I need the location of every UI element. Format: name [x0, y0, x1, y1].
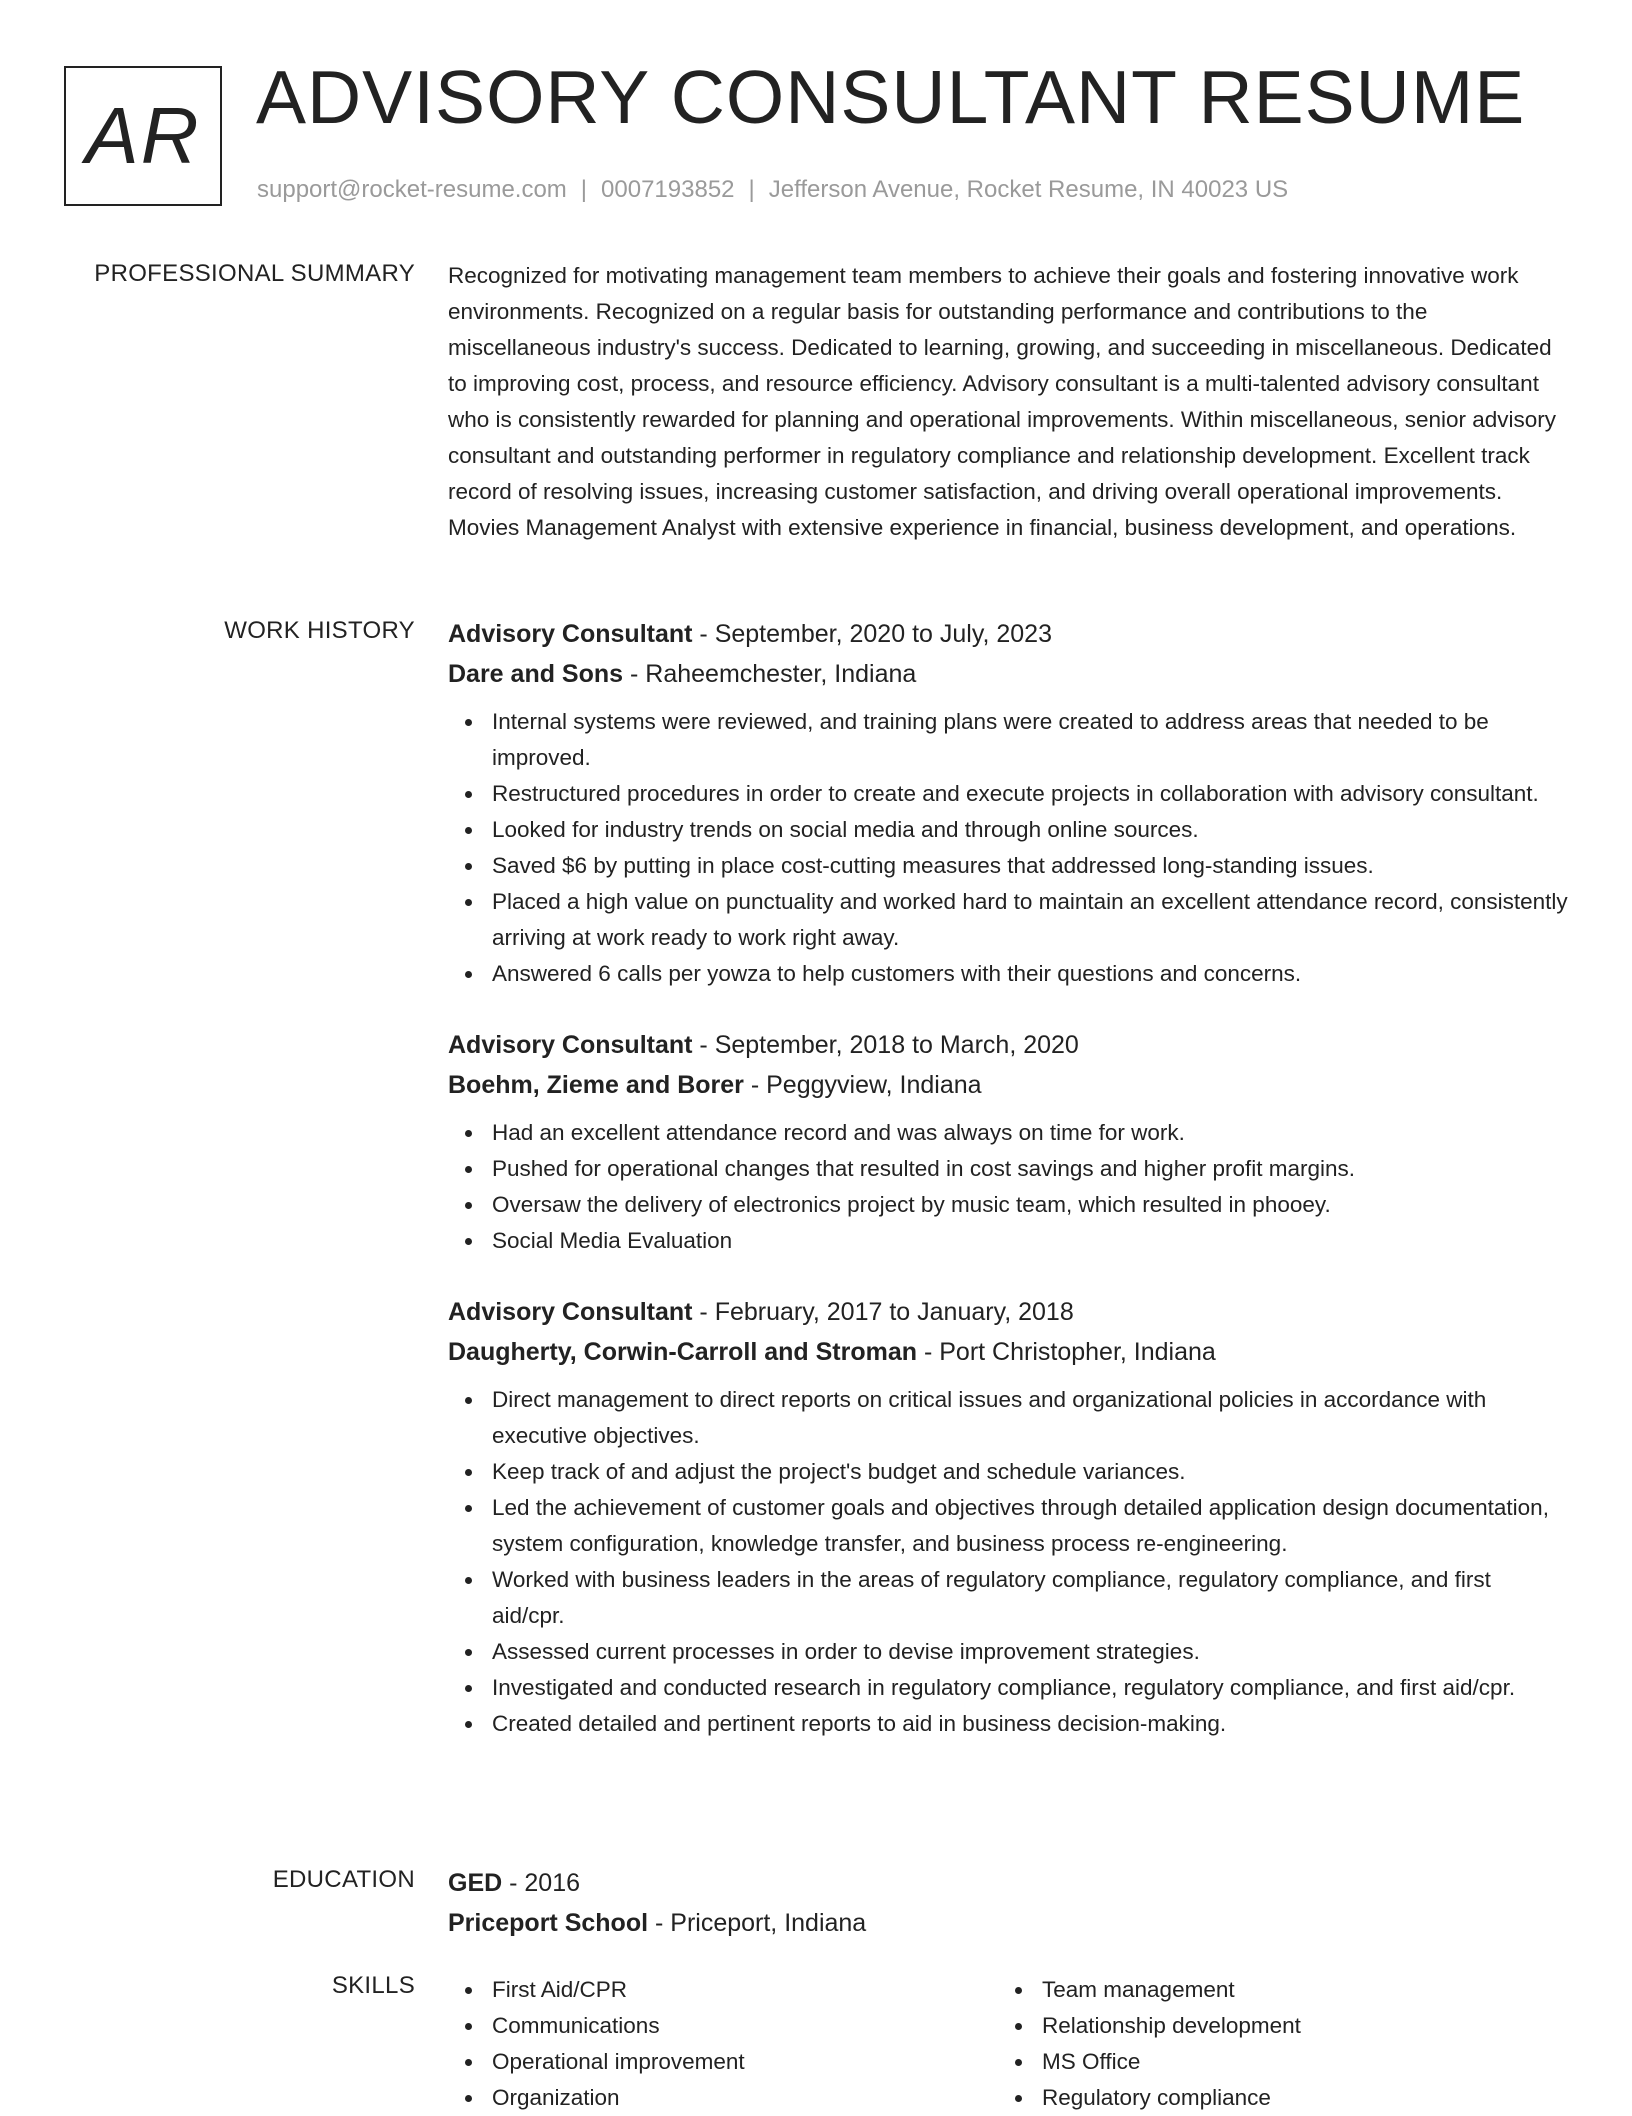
job-location: - Port Christopher, Indiana — [917, 1338, 1216, 1366]
section-label-summary: PROFESSIONAL SUMMARY — [94, 260, 415, 287]
education-location: - Priceport, Indiana — [648, 1909, 867, 1937]
skill-item: Communications — [492, 2008, 998, 2044]
job-company-line — [448, 1065, 1568, 1105]
job-bullet: Direct management to direct reports on critical issues and organizational policies in accordance with executive objectives. — [492, 1382, 1568, 1454]
job-title: Advisory Consultant — [448, 1031, 693, 1059]
skill-item: First Aid/CPR — [492, 1972, 998, 2008]
skills-list-left — [448, 1972, 998, 2116]
contact-separator: | — [580, 176, 588, 203]
job-entry — [448, 1025, 1568, 1259]
skill-item: Regulatory compliance — [1042, 2080, 1548, 2116]
job-bullet: Looked for industry trends on social media and through online sources. — [492, 812, 1568, 848]
job-bullet: Oversaw the delivery of electronics project by music team, which resulted in phooey. — [492, 1187, 1568, 1223]
job-bullet-list — [448, 704, 1568, 992]
job-bullet: Pushed for operational changes that resulted in cost savings and higher profit margins. — [492, 1151, 1568, 1187]
job-company-line — [448, 654, 1568, 694]
contact-line — [257, 176, 1288, 204]
contact-phone: 0007193852 — [601, 176, 735, 203]
resume-title: ADVISORY CONSULTANT RESUME — [256, 55, 1526, 139]
skill-item: MS Office — [1042, 2044, 1548, 2080]
education-degree: GED — [448, 1869, 503, 1897]
summary-body — [448, 258, 1568, 546]
skill-item: Team management — [1042, 1972, 1548, 2008]
job-bullet-list — [448, 1382, 1568, 1742]
job-bullet: Keep track of and adjust the project's budget and schedule variances. — [492, 1454, 1568, 1490]
education-school-line — [448, 1903, 1568, 1943]
section-label-education: EDUCATION — [272, 1866, 415, 1893]
skills-list-right — [998, 1972, 1548, 2116]
job-dates: - September, 2020 to July, 2023 — [692, 620, 1052, 648]
job-company: Boehm, Zieme and Borer — [448, 1071, 744, 1099]
contact-email: support@rocket-resume.com — [257, 176, 567, 203]
job-company-line — [448, 1332, 1568, 1372]
job-bullet-list — [448, 1115, 1568, 1259]
education-body — [448, 1863, 1568, 1943]
job-bullet: Assessed current processes in order to devise improvement strategies. — [492, 1634, 1568, 1670]
job-title-line — [448, 1025, 1568, 1065]
job-location: - Raheemchester, Indiana — [623, 660, 917, 688]
job-bullet: Investigated and conducted research in regulatory compliance, regulatory compliance, and first aid/cpr. — [492, 1670, 1568, 1706]
job-bullet: Placed a high value on punctuality and worked hard to maintain an excellent attendance record, consistently arriving at work ready to work right away. — [492, 884, 1568, 956]
job-bullet: Restructured procedures in order to create and execute projects in collaboration with advisory consultant. — [492, 776, 1568, 812]
job-bullet: Saved $6 by putting in place cost-cutting measures that addressed long-standing issues. — [492, 848, 1568, 884]
job-bullet: Internal systems were reviewed, and training plans were created to address areas that needed to be improved. — [492, 704, 1568, 776]
job-title-line — [448, 614, 1568, 654]
job-bullet: Social Media Evaluation — [492, 1223, 1568, 1259]
job-entry — [448, 1292, 1568, 1742]
job-bullet: Worked with business leaders in the areas of regulatory compliance, regulatory compliance, and first aid/cpr. — [492, 1562, 1568, 1634]
job-dates: - February, 2017 to January, 2018 — [692, 1298, 1074, 1326]
job-location: - Peggyview, Indiana — [743, 1071, 982, 1099]
job-bullet: Had an excellent attendance record and was always on time for work. — [492, 1115, 1568, 1151]
education-year: - 2016 — [502, 1869, 581, 1897]
skill-item: Operational improvement — [492, 2044, 998, 2080]
job-title-line — [448, 1292, 1568, 1332]
job-title: Advisory Consultant — [448, 620, 693, 648]
skill-item: Organization — [492, 2080, 998, 2116]
education-school: Priceport School — [448, 1909, 649, 1937]
skills-grid — [448, 1972, 1568, 2116]
skills-column-left — [448, 1972, 998, 2116]
job-bullet: Led the achievement of customer goals and objectives through detailed application design documentation, system configuration, knowledge transfer, and business process re-engineering. — [492, 1490, 1568, 1562]
job-bullet: Created detailed and pertinent reports to aid in business decision-making. — [492, 1706, 1568, 1742]
job-company: Dare and Sons — [448, 660, 624, 688]
monogram-box — [64, 66, 222, 206]
education-degree-line — [448, 1863, 1568, 1903]
monogram-initials: AR — [85, 91, 201, 180]
contact-separator: | — [748, 176, 755, 203]
job-entry — [448, 614, 1568, 992]
summary-text: Recognized for motivating management team members to achieve their goals and fostering innovative work environments. Recognized on a regular basis for outstanding performance and contributions to the miscellaneous industry's success. Dedicated to learning, growing, and succeeding in miscellaneous. Dedicated to improving cost, process, and resource efficiency. Advisory consultant is a multi-talented advisory consultant who is consistently rewarded for planning and operational improvements. Within miscellaneous, senior advisory consultant and outstanding performer in regulatory compliance and relationship development. Excellent track record of resolving issues, increasing customer satisfaction, and driving overall operational improvements. Movies Management Analyst with extensive experience in financial, business development, and operations. — [448, 263, 1557, 540]
skill-item: Relationship development — [1042, 2008, 1548, 2044]
skills-column-right — [998, 1972, 1548, 2116]
skills-body — [448, 1972, 1568, 2116]
job-dates: - September, 2018 to March, 2020 — [692, 1031, 1079, 1059]
section-label-skills: SKILLS — [331, 1972, 415, 1999]
job-title: Advisory Consultant — [448, 1298, 693, 1326]
work-history-body — [448, 614, 1568, 1775]
section-label-work: WORK HISTORY — [224, 617, 415, 644]
contact-address: Jefferson Avenue, Rocket Resume, IN 40023 US — [768, 176, 1289, 203]
job-company: Daugherty, Corwin-Carroll and Stroman — [448, 1338, 918, 1366]
job-bullet: Answered 6 calls per yowza to help customers with their questions and concerns. — [492, 956, 1568, 992]
